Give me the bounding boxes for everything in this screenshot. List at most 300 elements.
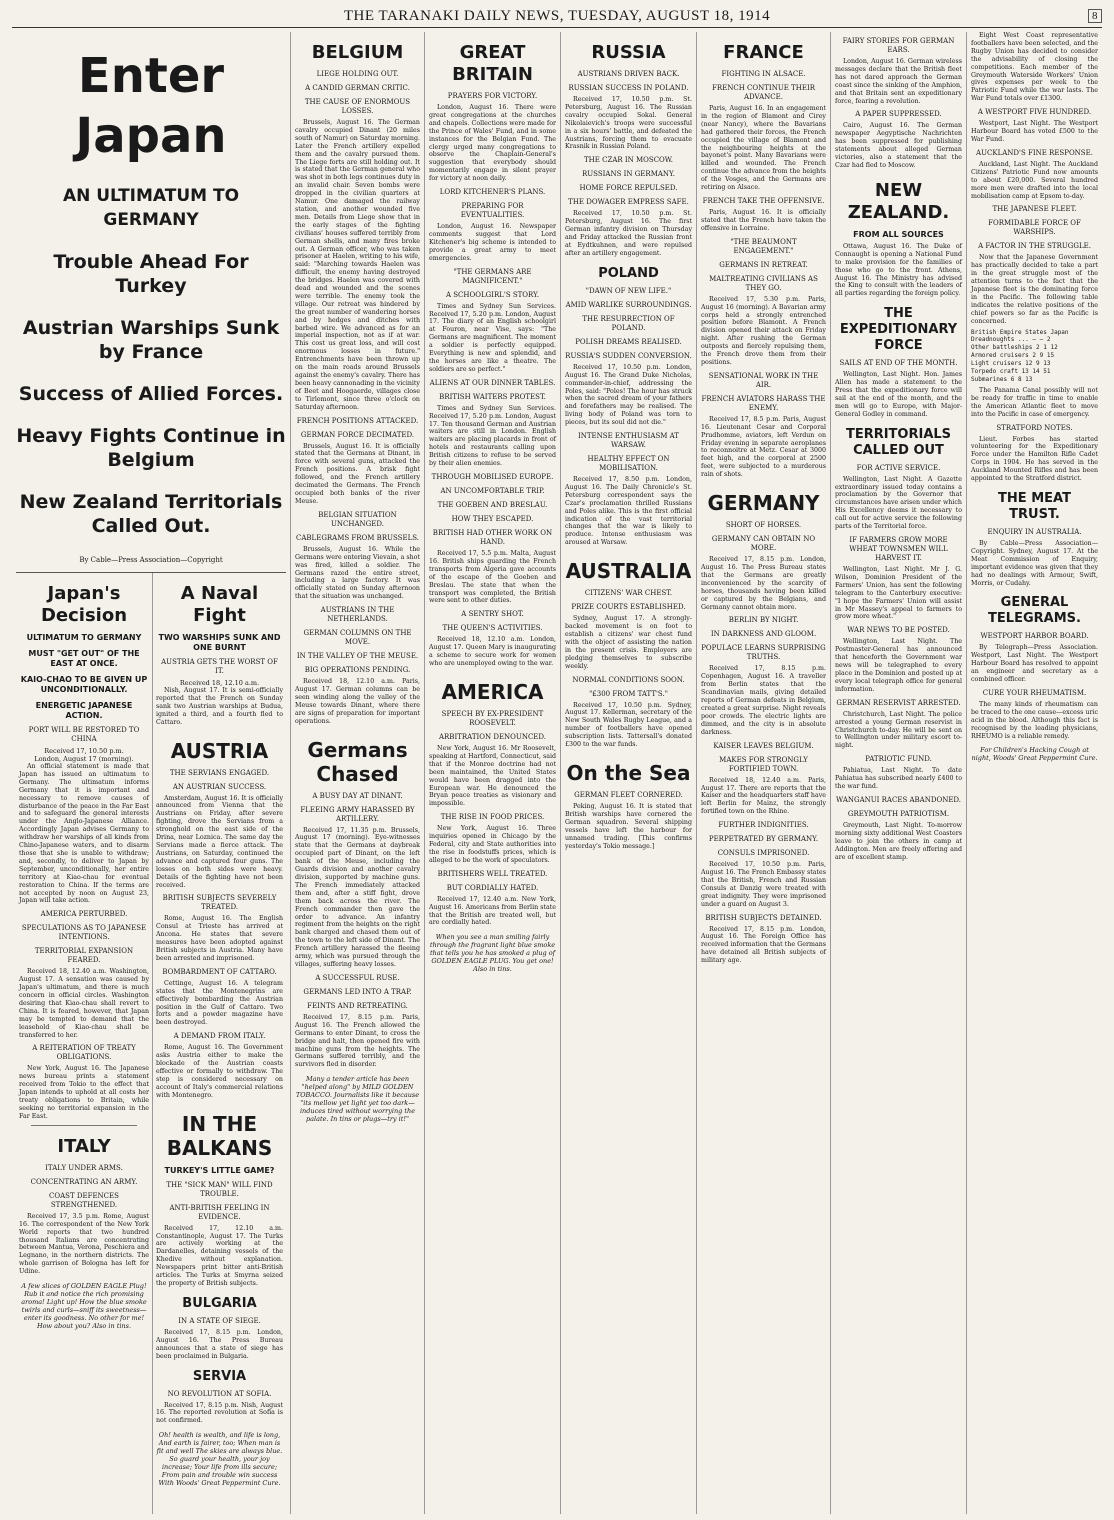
expeditionary-sub: SAILS AT END OF THE MONTH. — [839, 359, 958, 368]
france-body-3 — [701, 296, 826, 367]
russia-sub-11: POLISH DREAMS REALISED. — [575, 337, 682, 346]
naval-sub-2: AUSTRIA GETS THE WORST OF IT. — [161, 658, 278, 675]
chased-body — [295, 827, 420, 969]
italy-heading: ITALY — [57, 1135, 111, 1157]
belgium-body-2-text: Brussels, August 16. It is officially stated that the Germans at Dinant, in force with several guns, attacked the French positions. A brisk fight followed, and the French artillery decimated the Germans. The French occupied both banks of the river Meuse. — [295, 442, 420, 505]
paper-suppressed-sub: A PAPER SUPPRESSED. — [855, 110, 942, 119]
gb-body-4 — [429, 405, 556, 468]
belgium-body — [295, 119, 420, 412]
russia-sub-10: THE RESURRECTION OF POLAND. — [582, 314, 675, 332]
france-body-3-text: Received 17, 5.30 p.m. Paris, August 16 (morning). A Bavarian army corps held a strongly entrenched position before Blamont. A French division opened their attack on Friday night. After rushing the German outposts and fiercely repulsing them, the French drove them from their positions. — [701, 295, 826, 366]
harbor-board-body-text: By Telegraph—Press Association. Westport, Last Night. The Westport Harbour Board has resolved to appoint an engineer and secretary as a combined officer. — [971, 644, 1098, 684]
russia-body-4-text: Received 17, 8.50 p.m. London, August 16. The Daily Chronicle's St. Petersburg correspondent says the Czar's proclamation thrilled Russians and Poles alike. This is the first official indication of the vast territorial changes that the war is likely to produce. Intense enthusiasm was aroused at Warsaw. — [565, 476, 692, 547]
belgium-body-3-text: Brussels, August 16. While the Germans were entering Vievain, a shot was fired, killed a soldier. The Germans razed the entire street, including a large factory. It was officially stated on Sunday afternoon that the situation was unchanged. — [295, 545, 420, 601]
gb-body-6-text: Received 18, 12.10 a.m. London, August 17. Queen Mary is inaugurating a scheme to secure work for women who are unemployed owing to the war. — [429, 636, 556, 668]
column-new-zealand — [830, 32, 966, 1514]
belgium-sub-2: A CANDID GERMAN CRITIC. — [305, 84, 410, 92]
france-body-text: Paris, August 16. In an engagement in the region of Blamont and Cirey (near Nancy), where the Bavarians had gathered their forces, the French occupied the village of Blamont and the neighbouring heights at the bayonet's point. Many Bavarians were killed and wounded. The French continue the advance from the heights of the Vosges, and the Germans are retiring on Alsace. — [701, 105, 826, 192]
panama-body-text: The Panama Canal possibly will not be ready for traffic in time to enable the American Atlantic fleet to move into the Pacific in case of emergency. — [971, 386, 1098, 418]
russia-heading: RUSSIA — [591, 42, 666, 63]
paper-suppressed-body — [835, 122, 962, 169]
expeditionary-heading: THE EXPEDITIONARY FORCE — [839, 306, 958, 354]
naval-body — [156, 687, 283, 727]
germany-body-4-text: Received 17, 10.50 p.m. Paris, August 16. The French Embassy states that the British, French and Russian Consuls at Danzig were treated with great indignity. They were imprisoned under a guard on August 3. — [701, 861, 826, 908]
gb-sub-6: ALIENS AT OUR DINNER TABLES. — [429, 378, 556, 387]
germany-sub-4: IN DARKNESS AND GLOOM. — [710, 630, 817, 639]
fleet-table-row: Light cruisers 12 9 13 — [971, 360, 1051, 368]
reservist-body — [835, 711, 962, 751]
australia-body-2 — [565, 702, 692, 749]
headline-6: New Zealand Territorials Called Out. — [19, 491, 283, 537]
column-lead — [12, 32, 290, 1514]
germany-body — [701, 556, 826, 611]
gb-sub-14: THE QUEEN'S ACTIVITIES. — [442, 624, 543, 633]
australia-sub-1: CITIZENS' WAR CHEST. — [584, 589, 673, 598]
germany-sub-11: BRITISH SUBJECTS DETAINED. — [705, 913, 822, 922]
territorials-sub: FOR ACTIVE SERVICE. — [856, 463, 941, 472]
column-great-britain — [424, 32, 560, 1514]
belgium-sub-6: BELGIAN SITUATION UNCHANGED. — [318, 510, 397, 528]
germany-sub-8: FURTHER INDIGNITIES. — [718, 821, 809, 830]
bulgaria-sub-1: IN A STATE OF SIEGE. — [178, 1316, 261, 1325]
peppermint-cure-ad: Oh! health is wealth, and life is long, And earth is fairer, too; When man is fit and well The skies are always blue. So guard your health, your joy increase; Your life from ills secure; From pain and trouble win success With Woods' Great Peppermint Cure. — [156, 1431, 283, 1488]
chased-sub-4: GERMANS LED INTO A TRAP. — [303, 987, 412, 996]
panama-body — [971, 387, 1098, 419]
chased-sub-1: A BUSY DAY AT DINANT. — [312, 791, 403, 800]
japanese-fleet-sub: THE JAPANESE FLEET. — [992, 205, 1077, 214]
servia-sub-1: NO REVOLUTION AT SOFIA. — [167, 1389, 272, 1398]
russia-sub-4: RUSSIANS IN GERMANY. — [582, 170, 675, 179]
germany-sub-1: SHORT OF HORSES. — [725, 521, 802, 530]
onsea-sub-1: GERMAN FLEET CORNERED. — [574, 790, 683, 799]
wanganui-sub: WANGANUI RACES ABANDONED. — [835, 795, 962, 804]
gb-body-2-text: London, August 16. Newspaper comments suggest that Lord Kitchener's big scheme is intended to provide a great army to meet emergencies. — [429, 223, 556, 262]
harbor-board-body — [971, 644, 1098, 684]
subcolumn-japan — [16, 573, 152, 1514]
belgium-heading: BELGIUM — [311, 42, 404, 63]
america-body-text: New York, August 16. Mr Roosevelt, speaking at Hartford, Connecticut, said that if the Monroe doctrine had not been maintained, the United States would have been dragged into the European war. He denounced the Bryan peace treaties as visionary and impossible. — [429, 744, 556, 808]
austria-body — [156, 795, 283, 890]
rheumatism-sub: CURE YOUR RHEUMATISM. — [982, 688, 1087, 697]
germany-body-2-text: Received 17, 8.15 p.m. Copenhagen, August 16. A traveller from Berlin states that the Scandinavian mails, giving detailed reports of German defeats in Belgium, created a great surprise. Night reveals poor crowds. The electric lights are dimmed, and the city is in absolute darkness. — [701, 665, 826, 736]
auckland-body — [971, 161, 1098, 201]
patriotic-fund-body-text: Pahiatua, Last Night. To date Pahiatua has subscribed nearly £400 to the war fund. — [835, 767, 962, 791]
fleet-table-row: Dreadnoughts ... — — 2 — [971, 336, 1051, 344]
belgium-body-4 — [295, 678, 420, 725]
headline-4: Success of Allied Forces. — [18, 383, 284, 405]
germany-body-3 — [701, 777, 826, 817]
italy-sub-1: ITALY UNDER ARMS. — [45, 1163, 123, 1172]
austria-sub-4: BOMBARDMENT OF CATTARO. — [162, 967, 277, 976]
meat-trust-body — [971, 540, 1098, 587]
gb-sub-10: THE GOEBEN AND BRESLAU. — [437, 501, 548, 509]
russia-sub-12: RUSSIA'S SUDDEN CONVERSION. — [565, 351, 692, 360]
america-body-2 — [429, 825, 556, 865]
war-news-sub: WAR NEWS TO BE POSTED. — [847, 626, 950, 635]
gb-body-5 — [429, 550, 556, 605]
austria-sub-1: THE SERVIANS ENGAGED. — [169, 768, 270, 777]
germany-sub-9: PERPETRATED BY GERMANY. — [708, 835, 819, 844]
gb-sub-4: "THE GERMANS ARE MAGNIFICENT." — [453, 267, 532, 285]
austria-body-4-text: Rome, August 16. The Government asks Austria either to make the blockade of the Austrian coasts effective or formally to withdraw. The step is considered necessary on account of Italy's commercial relations with Montenegro. — [156, 1044, 283, 1099]
fairy-stories-body — [835, 58, 962, 105]
territorials-body — [835, 476, 962, 531]
fairy-stories-body-text: London, August 16. German wireless messages declare that the British fleet has not dared approach the German coast since the sinking of the Amphion, and that Britain sent an expeditionary force, fearing a revolution. — [835, 58, 962, 105]
france-sub-2: FRENCH CONTINUE THEIR ADVANCE. — [712, 84, 815, 101]
belgium-sub-11: BIG OPERATIONS PENDING. — [304, 666, 411, 675]
japan-received: Received 17, 10.50 p.m. — [44, 747, 124, 755]
germany-sub-5: POPULACE LEARNS SURPRISING TRUTHS. — [701, 644, 826, 662]
headline-5: Heavy Fights Continue in Belgium — [16, 425, 286, 471]
paper-suppressed-body-text: Cairo, August 16. The German newspaper Aegyptische Nachrichten has been suppressed for publishing statements about alleged German victories, also a statement that the Czar had fled to Moscow. — [835, 122, 962, 169]
nz-sub: FROM ALL SOURCES — [853, 229, 944, 239]
france-sub-5: GERMANS IN RETREAT. — [719, 260, 808, 269]
fairy-stories-sub: FAIRY STORIES FOR GERMAN EARS. — [842, 37, 955, 54]
servia-body-text: Received 17, 8.15 p.m. Nish, August 16. The reported revolution at Sofia is not confirmed. — [156, 1401, 283, 1425]
france-body-4 — [701, 416, 826, 479]
russia-sub-8: "DAWN OF NEW LIFE." — [585, 286, 672, 295]
meat-trust-heading: THE MEAT TRUST. — [998, 490, 1071, 522]
austria-body-3 — [156, 980, 283, 1027]
auckland-sub: AUCKLAND'S FINE RESPONSE. — [976, 148, 1093, 157]
germany-body-3-text: Received 18, 12.40 a.m. Paris, August 17. There are reports that the Kaiser and the headquarters staff have left Berlin for Mainz, the strongly fortified town on the Rhine. — [701, 776, 826, 816]
japan-body-2 — [19, 968, 149, 1039]
russia-body-3 — [565, 364, 692, 427]
meat-trust-sub: ENQUIRY IN AUSTRALIA. — [987, 527, 1082, 536]
austria-body-3-text: Cettinge, August 16. A telegram states that the Montenegrins are effectively bombarding the Austrian position in the Gulf of Cattaro. Two forts and a powder magazine have been destroyed. — [156, 979, 283, 1027]
russia-body-2-text: Received 17, 10.50 p.m. St. Petersburg, August 16. The first German infantry division on Thursday and Friday attacked the Russian front at Eydtkuhnen, and were repulsed after an artillery engagement. — [565, 210, 692, 257]
russia-sub-9: AMID WARLIKE SURROUNDINGS. — [565, 300, 692, 309]
austria-sub-3: BRITISH SUBJECTS SEVERELY TREATED. — [162, 894, 277, 912]
gb-sub-13: A SENTRY SHOT. — [461, 610, 524, 619]
japan-body-3 — [19, 1065, 149, 1120]
japanese-fleet-body — [971, 254, 1098, 325]
australia-body-2-text: Received 17, 10.50 p.m. Sydney, August 17. Kellerman, secretary of the New South Wales Rugby League, and a number of footballers have opened subscription lists. Tattersall's donated £300 to the war funds. — [565, 701, 692, 749]
patriotic-fund-body — [835, 767, 962, 791]
credit-line: By Cable—Press Association—Copyright — [79, 556, 223, 564]
general-telegrams-heading: GENERAL TELEGRAMS. — [988, 595, 1081, 627]
westport-sub: A WESTPORT FIVE HUNDRED. — [977, 108, 1092, 117]
stratford-body — [971, 436, 1098, 483]
westport-body-text: Westport, Last Night. The Westport Harbour Board has voted £500 to the War Fund. — [971, 120, 1098, 143]
balkans-sub-3: ANTI-BRITISH FEELING IN EVIDENCE. — [169, 1203, 270, 1221]
italy-sub-2: CONCENTRATING AN ARMY. — [30, 1177, 138, 1186]
belgium-sub-5: GERMAN FORCE DECIMATED. — [300, 430, 415, 439]
austria-body-4 — [156, 1044, 283, 1099]
masthead-title: THE TARANAKI DAILY NEWS, TUESDAY, AUGUST 18, 1914 — [343, 8, 771, 24]
germany-sub-2: GERMANY CAN OBTAIN NO MORE. — [711, 535, 816, 553]
austria-body-2 — [156, 915, 283, 962]
america-body-2-text: New York, August 16. Three inquiries opened in Chicago by the Federal, city and State authorities into the rise in foodstuffs prices, which is alleged to be the work of speculators. — [429, 825, 556, 864]
headline-1: AN ULTIMATUM TO GERMANY — [62, 186, 240, 230]
gb-sub-5: A SCHOOLGIRL'S STORY. — [445, 290, 540, 299]
belgium-sub-7: CABLEGRAMS FROM BRUSSELS. — [296, 533, 419, 542]
japan-sub-5: PORT WILL BE RESTORED TO CHINA — [28, 726, 140, 743]
expeditionary-body-text: Wellington, Last Night. Hon. James Allen has made a statement to the Press that the expeditionary force will sail at the end of the month, and the men will go to Europe, with Major-General Godley in command. — [835, 371, 962, 418]
austria-sub-5: A DEMAND FROM ITALY. — [173, 1032, 266, 1041]
onsea-heading: On the Sea — [566, 760, 691, 785]
austria-sub-2: AN AUSTRIAN SUCCESS. — [172, 782, 267, 791]
germany-sub-7: MAKES FOR STRONGLY FORTIFIED TOWN. — [719, 755, 808, 773]
germany-body-5 — [701, 926, 826, 966]
australia-heading: AUSTRALIA — [565, 559, 692, 584]
america-body-3-text: Received 17, 12.40 a.m. New York, August 16. Americans from Berlin state that the British are treated well, but are cordially hated. — [429, 895, 556, 927]
america-sub-5: BUT CORDIALLY HATED. — [446, 883, 539, 892]
balkans-sub-2: THE "SICK MAN" WILL FIND TROUBLE. — [166, 1180, 273, 1198]
france-body-2-text: Paris, August 16. It is officially stated that the French have taken the offensive in Lorraine. — [701, 208, 826, 232]
nz-heading: NEW ZEALAND. — [847, 179, 950, 223]
column-russia — [560, 32, 696, 1514]
gb-body-4-text: Times and Sydney Sun Services. Received 17, 5.20 p.m. London, August 17. Ten thousand German and Austrian waiters are still in London. English waiters are placing placards in front of hotels and restaurants calling upon British citizens to refuse to be served by their alien enemies. — [429, 404, 556, 468]
newspaper-page — [12, 6, 1102, 1514]
japan-sub-4: ENERGETIC JAPANESE ACTION. — [35, 701, 133, 720]
greymouth-body-text: Greymouth, Last Night. To-morrow morning sixty additional West Coasters leave to join the others in camp at Addington. Men are freely offering and are of excellent stamp. — [835, 821, 962, 861]
stratford-sub: STRATFORD NOTES. — [996, 423, 1073, 432]
rheumatism-body — [971, 701, 1098, 741]
france-sub-1: FIGHTING IN ALSACE. — [721, 70, 806, 78]
onsea-body — [565, 803, 692, 850]
balkans-heading: IN THE BALKANS — [166, 1111, 273, 1160]
war-news-body-text: Wellington, Last Night. The Postmaster-General has announced that henceforth the Government war news will be telegraphed to every place in the Dominion and posted up at every local telegraph office for general information. — [835, 638, 962, 693]
chased-body-2 — [295, 1014, 420, 1069]
balkans-body — [156, 1225, 283, 1288]
servia-heading: SERVIA — [192, 1368, 247, 1384]
naval-received: Received 18, 12.10 a.m. — [179, 679, 260, 687]
auckland-body-text: Auckland, Last Night. The Auckland Citizens' Patriotic Fund now amounts to about £20,000. Several hundred more men were drafted into the local mobilisation camp at Epsom to-day. — [971, 160, 1098, 200]
russia-sub-3: THE CZAR IN MOSCOW. — [584, 156, 673, 165]
germany-body-2 — [701, 665, 826, 736]
gb-sub-8: THROUGH MOBILISED EUROPE. — [431, 473, 554, 481]
austria-body-text: Amsterdam, August 16. It is officially announced from Vienna that the Austrians on Friday, after severe fighting, drove the Servians from a stronghold on the east side of the Drina, near Loznica. The same day the Servians made a fierce attack. The Austrians, on Saturday, continued the advance and captured four guns. The losses on both sides were heavy. Details of the fighting have not been received. — [156, 794, 283, 889]
rheumatism-body-text: The many kinds of rheumatism can be traced to the one cause—excess uric acid in the blood. Although this fact is recognised by the leading physicians, RHEUMO is a reliable remedy. — [971, 700, 1098, 740]
belgium-sub-1: LIEGE HOLDING OUT. — [316, 70, 399, 78]
italy-body — [19, 1213, 149, 1276]
territorials-body-text: Wellington, Last Night. A Gazette extraordinary issued today contains a proclamation by the Governor that circumstances have arisen under which His Excellency deems it necessary to call out for active service the following parts of the Territorial force. — [835, 475, 962, 531]
france-sub-4: "THE BEAUMONT ENGAGEMENT." — [730, 237, 797, 255]
france-body-2 — [701, 209, 826, 233]
divider — [31, 1125, 137, 1126]
america-heading: AMERICA — [441, 679, 544, 704]
lead-title: Enter Japan — [75, 48, 227, 164]
fleet-table-row: Armored cruisers 2 9 15 — [971, 352, 1055, 360]
fleet-table-row: Torpedo craft 13 14 51 — [971, 368, 1051, 376]
greymouth-sub: GREYMOUTH PATRIOTISM. — [847, 809, 950, 818]
reservist-sub: GERMAN RESERVIST ARRESTED. — [836, 698, 961, 707]
gb-sub-12: BRITISH HAD OTHER WORK ON HAND. — [432, 529, 553, 546]
belgium-body-2 — [295, 443, 420, 506]
france-sub-8: FRENCH AVIATORS HARASS THE ENEMY. — [701, 394, 826, 412]
servia-body — [156, 1402, 283, 1426]
naval-sub-1: TWO WARSHIPS SUNK AND ONE BURNT — [158, 633, 281, 652]
japan-sub-6: AMERICA PERTURBED. — [40, 910, 128, 919]
japan-sub-3: KAIO-CHAO TO BE GIVEN UP UNCONDITIONALLY. — [20, 675, 148, 694]
australia-sub-4: "£300 FROM TATT'S." — [589, 689, 668, 698]
headline-2: Trouble Ahead For Turkey — [53, 251, 249, 297]
territorials-heading: TERRITORIALS CALLED OUT — [845, 426, 952, 458]
gb-body-5-text: Received 17, 5.5 p.m. Malta, August 16. British ships guarding the French transports from Algeria gave accounts of the escape of the Goeben and Breslau. The state that when the transport was completed, the British were sent to other duties. — [429, 550, 556, 605]
gb-sub-1: PRAYERS FOR VICTORY. — [447, 92, 538, 100]
russia-sub-14: HEALTHY EFFECT ON MOBILISATION. — [587, 455, 670, 473]
australia-body — [565, 615, 692, 670]
belgium-sub-9: GERMAN COLUMNS ON THE MOVE. — [303, 629, 412, 647]
germany-sub-3: BERLIN BY NIGHT. — [728, 616, 799, 625]
westcoast-body — [971, 32, 1098, 103]
naval-heading: A Naval Fight — [180, 583, 259, 626]
russia-sub-5: HOME FORCE REPULSED. — [579, 184, 678, 193]
fleet-table-header: British Empire States Japan — [971, 328, 1069, 336]
france-sub-3: FRENCH TAKE THE OFFENSIVE. — [702, 196, 825, 205]
onsea-body-text: Peking, August 16. It is stated that British warships have cornered the German squadron. Several shipping vessels have left the harbour for unnamed trading. [This confirms yesterday's Tokio message.] — [565, 802, 692, 850]
japan-sub-7: SPECULATIONS AS TO JAPANESE INTENTIONS. — [21, 924, 147, 942]
golden-eagle-ad: A few slices of GOLDEN EAGLE Plug! Rub it and notice the rich promising aroma! Light up! How the blue smoke twirls and curls—sniff its sweetness—enter its goodness. No other for me! How about you? Also in tins. — [21, 1282, 147, 1331]
russia-sub-6: THE DOWAGER EMPRESS SAFE. — [568, 198, 689, 207]
balkans-sub-1: TURKEY'S LITTLE GAME? — [164, 1165, 275, 1175]
formidable-force-sub: FORMIDABLE FORCE OF WARSHIPS. — [988, 219, 1081, 237]
japan-body-3-text: New York, August 16. The Japanese news bureau prints a statement received from Tokio to the effect that Japan intends to uphold at all costs her treaty obligations to Britain, while seeking no territorial expansion in the Far East. — [19, 1065, 149, 1120]
germany-heading: GERMANY — [707, 491, 820, 516]
bulgaria-body-text: Received 17, 8.15 p.m. London, August 16. The Press Bureau announces that a state of siege has been proclaimed in Bulgaria. — [156, 1328, 283, 1360]
belgium-body-4-text: Received 18, 12.10 a.m. Paris, August 17. German columns can be seen winding along the valley of the Meuse towards Dinant, where there are signs of preparation for important operations. — [295, 678, 420, 725]
lead-subcolumns — [16, 572, 286, 1514]
france-sub-7: SENSATIONAL WORK IN THE AIR. — [708, 371, 819, 389]
australia-body-text: Sydney, August 17. A strongly-backed movement is on foot to establish a citizens' war chest fund with the object of assisting the nation in the present crisis. Employers are pledging themselves to subscribe weekly. — [565, 615, 692, 670]
gb-sub-11: HOW THEY ESCAPED. — [451, 515, 534, 523]
japan-dateline: London, August 17 (morning). — [34, 755, 134, 763]
greymouth-body — [835, 822, 962, 862]
chased-heading: Germans Chased — [307, 737, 408, 786]
america-sub-1: SPEECH BY EX-PRESIDENT ROOSEVELT. — [441, 709, 544, 727]
fleet-table — [971, 329, 1098, 384]
page-number: 8 — [1088, 9, 1102, 23]
japan-body — [19, 763, 149, 905]
farmers-body — [835, 566, 962, 621]
chased-sub-5: FEINTS AND RETREATING. — [307, 1001, 408, 1010]
france-body — [701, 105, 826, 192]
france-body-4-text: Received 17, 8.5 p.m. Paris, August 16. Lieutenant Cesar and Corporal Prudhomme, aviators, left Verdun on Friday evening in separate aeroplanes to reconnoitre at Metz. Cesar at 3000 feet high, and the corporal at 2500 feet, were subjected to a murderous rain of shots. — [701, 415, 826, 479]
russia-body-2 — [565, 210, 692, 257]
austria-heading: AUSTRIA — [170, 738, 269, 763]
japan-sub-9: A REITERATION OF TREATY OBLIGATIONS. — [32, 1044, 136, 1062]
germany-sub-10: CONSULS IMPRISONED. — [717, 849, 810, 858]
chased-body-text: Received 17, 11.35 p.m. Brussels, August 17 (morning). Eye-witnesses state that the Germans at daybreak occupied part of Dinant, on the left bank of the Meuse, including the Guards division and another cavalry division, supported by machine guns. The French immediately attacked them and, after a stiff fight, drove them back across the river. The French commander then gave the order to advance. An infantry regiment from the heights on the right bank charged and chased them out of the town to the left side of Dinant. The French artillery harassed the fleeing army, which was pursued through the villages, suffering heavy losses. — [295, 826, 420, 968]
chased-sub-2: FLEEING ARMY HARASSED BY ARTILLERY. — [300, 805, 415, 823]
poland-heading: POLAND — [598, 265, 659, 281]
nz-body-text: Ottawa, August 16. The Duke of Connaught is opening a National Fund to make provision for the families of those who go to the front. Athens, August 16. The Ministry has advised the King to consult with the leaders of all parties regarding the foreign policy. — [835, 242, 962, 298]
japan-body-2-text: Received 18, 12.40 a.m. Washington, August 17. A sensation was caused by Japan's ultimatum, and there is much concern in official circles. Washington desiring that Kiao-chau shall revert to China. It is feared, however, that Japan may be tempted to demand that the leasehold of Kiao-chau shall be transferred to her. — [19, 968, 149, 1039]
japanese-fleet-body-text: Now that the Japanese Government has practically decided to take a part in the great struggle most of the attention turns to the fact that the Japanese fleet is the dominating force in the Pacific. The following table indicates the relative positions of the chief powers so far as the Pacific is concerned. — [971, 254, 1098, 325]
gb-body-2 — [429, 223, 556, 263]
stratford-body-text: Lieut. Forbes has started volunteering for the Expeditionary Force under the Hamilton Rifle Cadet Corps in 1904. He has served in the Auckland Mounted Rifles and has been appointed to the Stratford district. — [971, 435, 1098, 483]
golden-eagle-ad-2: When you see a man smiling fairly through the fragrant light blue smoke that tells you he has smoked a plug of GOLDEN EAGLE PLUG. You get one! Also in tins. — [429, 933, 556, 974]
column-belgium — [290, 32, 424, 1514]
russia-body-3-text: Received 17, 10.50 p.m. London, August 16. The Grand Duke Nicholas, commander-in-chief, addressing the Poles, said: "Poles! The hour has struck when the sacred dream of your fathers and forefathers may be realised. The living body of Poland was torn to pieces, but its soul did not die." — [565, 363, 692, 427]
gb-sub-7: BRITISH WAITERS PROTEST. — [439, 392, 546, 401]
italy-body-text: Received 17, 3.5 p.m. Rome, August 16. The correspondent of the New York World reports that two hundred thousand Italians are concentrating between Mantua, Verona, Peschiera and Legnano, in the northern districts. The whole garrison of Bologna has left for Udine. — [19, 1212, 149, 1276]
westcoast-body-text: Eight West Coast representative footballers have been selected, and the Rugby Union has decided to consider the advisability of closing the competitions. Each member of the Greymouth Waterside Workers' Union gives expenses per week to the Patriotic Fund while the war lasts. The War Fund totals over £1300. — [971, 32, 1098, 103]
chased-sub-3: A SUCCESSFUL RUSE. — [315, 973, 400, 982]
america-body — [429, 745, 556, 808]
westport-body — [971, 120, 1098, 144]
france-sub-6: MALTREATING CIVILIANS AS THEY GO. — [709, 274, 818, 292]
australia-sub-2: PRIZE COURTS ESTABLISHED. — [571, 603, 686, 612]
gb-sub-2: LORD KITCHENER'S PLANS. — [439, 188, 546, 197]
russia-body — [565, 96, 692, 151]
naval-body-text: Nish, August 17. It is semi-officially reported that the French on Sunday sank two Austrian warships at Budua, ignited a third, and a fourth fled to Cattaro. — [156, 687, 283, 726]
japan-sub-8: TERRITORIAL EXPANSION FEARED. — [34, 947, 134, 965]
gb-body-6 — [429, 636, 556, 668]
column-france — [696, 32, 830, 1514]
america-sub-3: THE RISE IN FOOD PRICES. — [440, 813, 545, 822]
america-sub-4: BRITISHERS WELL TREATED. — [437, 869, 548, 878]
column-general — [966, 32, 1102, 1514]
japan-heading: Japan's Decision — [40, 583, 128, 626]
russia-sub-2: RUSSIAN SUCCESS IN POLAND. — [568, 84, 689, 92]
belgium-sub-3: THE CAUSE OF ENORMOUS LOSSES. — [304, 98, 411, 115]
reservist-body-text: Christchurch, Last Night. The police arrested a young German reservist in Christchurch to-day. He will be sent on to Wellington under military escort to-night. — [835, 710, 962, 750]
gb-sub-9: AN UNCOMFORTABLE TRIP. — [440, 487, 545, 495]
farmers-sub: IF FARMERS GROW MORE WHEAT TOWNSMEN WILL HARVEST IT. — [849, 536, 948, 562]
belgium-sub-8: AUSTRIANS IN THE NETHERLANDS. — [320, 606, 395, 624]
germany-body-4 — [701, 861, 826, 908]
nz-body — [835, 243, 962, 298]
gb-body-3-text: Times and Sydney Sun Services. Received 17, 5.20 p.m. London, August 17. The diary of an English schoolgirl at Fouron, near Vise, says: "The Germans are magnificent. The moment a soldier is perfectly equipped. Everything is new and splendid, and the horses are like a theatre. The soldiers are so perfect." — [429, 302, 556, 373]
belgium-sub-10: IN THE VALLEY OF THE MEUSE. — [296, 652, 419, 661]
subcolumn-naval — [152, 573, 286, 1514]
masthead — [12, 6, 1102, 28]
germany-sub-6: KAISER LEAVES BELGIUM. — [713, 741, 814, 750]
war-news-body — [835, 638, 962, 693]
fleet-table-row: Other battleships 2 1 12 — [971, 344, 1058, 352]
austria-body-2-text: Rome, August 16. The English Consul at Trieste has arrived at Ancona. He states that severe measures have been adopted against British subjects in Austria. Many have been arrested and imprisoned. — [156, 915, 283, 962]
fleet-table-row: Submarines 6 8 13 — [971, 376, 1033, 383]
france-heading: FRANCE — [723, 42, 804, 63]
italy-sub-3: COAST DEFENCES STRENGTHENED. — [49, 1191, 119, 1209]
gb-body — [429, 104, 556, 183]
germany-body-text: Received 17, 8.15 p.m. London, August 16. The Press Bureau states that the Germans are greatly inconvenienced by the scarcity of horses, thousands having been killed or captured by the Belgians, and Germany cannot obtain more. — [701, 556, 826, 611]
germany-body-5-text: Received 17, 8.15 p.m. London, August 16. The Foreign Office has received information that the Germans have detained all British subjects of military age. — [701, 925, 826, 965]
gb-body-text: London, August 16. There were great congregations at the churches and chapels. Collections were made for the Prince of Wales' Fund, and in some instances for the Belgian Fund. The clergy urged many congregations to observe the Chaplain-General's suggestion that everybody should momentarily engage in silent prayer for victory at noon daily. — [429, 104, 556, 183]
japan-sub-2: MUST "GET OUT" OF THE EAST AT ONCE. — [28, 649, 140, 668]
belgium-body-3 — [295, 546, 420, 601]
patriotic-fund-sub: PATRIOTIC FUND. — [865, 755, 932, 764]
gb-sub-3: PREPARING FOR EVENTUALITIES. — [460, 202, 525, 220]
factor-sub: A FACTOR IN THE STRUGGLE. — [978, 242, 1091, 251]
gb-heading: GREAT BRITAIN — [452, 42, 533, 85]
belgium-sub-4: FRENCH POSITIONS ATTACKED. — [296, 416, 419, 425]
harbor-board-sub: WESTPORT HARBOR BOARD. — [980, 632, 1089, 641]
bulgaria-body — [156, 1329, 283, 1361]
hacking-cough-ad: For Children's Hacking Cough at night, Woods' Great Peppermint Cure. — [971, 746, 1098, 763]
gb-body-3 — [429, 303, 556, 374]
balkans-body-text: Received 17, 12.10 a.m. Constantinople, August 17. The Turks are actively working at the Dardanelles, detaining vessels of the Khedive without explanation. Newspapers print bitter anti-British articles. The Turks at Smyrna seized the property of British subjects. — [156, 1224, 283, 1287]
america-sub-2: ARBITRATION DENOUNCED. — [438, 732, 547, 741]
belgium-body-text: Brussels, August 16. The German cavalry occupied Dinant (20 miles south of Namur) on Saturday morning. Later the French artillery expelled them and the cavalry pursued them. The Liege forts are still holding out. It is stated that the German general who was shot in both legs continues duty in an invalid chair. Seven bombs were dropped in the civilian quarters at Namur. One damaged the railway station, and another wounded five men. Details from Liege show that in the early stages of the fighting civilians' houses suffered terribly from German shells, and many fires broke out. A German officer, who was taken prisoner at Haelen, writing to his wife, said: "Marching towards Haelen was difficult, the enemy having destroyed the bridges. Haelen was covered with dead and wounded and the scenes were terrible. The enemy took the village. Our retreat was hindered by the great number of wandering horses and by hedges and ditches with barbed wire. We advanced as for an imperial inspection, not as if at war. This cost us great loss, and will cost enormous losses in future." Entrenchments have been thrown up on the main roads around Brussels against the enemy's cavalry. There has been heavy cannonading in the vicinity of Beet and Hoogaerde, villages close to Tirlemont, since three o'clock on Saturday afternoon. — [295, 119, 420, 411]
headline-3: Austrian Warships Sunk by France — [22, 317, 280, 363]
expeditionary-body — [835, 371, 962, 418]
russia-sub-13: INTENSE ENTHUSIASM AT WARSAW. — [578, 432, 679, 450]
farmers-body-text: Wellington, Last Night. Mr J. G. Wilson, Dominion President of the Farmers' Union, has sent the following telegram to the Canterbury executive: "I hope the Farmers' Union will assist in Mr Massey's appeal to farmers to grow more wheat." — [835, 566, 962, 621]
russia-body-text: Received 17, 10.50 p.m. St. Petersburg, August 16. The Russian cavalry occupied Sokal. General Nikolaievich's troops were successful in a six hours' battle, and defeated the Austrians, forcing them to evacuate Krasnik in Russian Poland. — [565, 96, 692, 151]
russia-body-4 — [565, 476, 692, 547]
russia-sub-1: AUSTRIANS DRIVEN BACK. — [577, 70, 680, 78]
japan-body-text: An official statement is made that Japan has issued an ultimatum to Germany. The ultimatum informs Germany that it is important and necessary to remove causes of disturbance of the peace in the Far East and to safeguard the general interests under the Anglo-Japanese Alliance. Accordingly Japan advises Germany to withdraw her warships of all kinds from Chino-Japanese waters, and to disarm those that she is unable to withdraw; and, secondly, to deliver to Japan by September, unconditionally, her entire territory at Kiao-chau for eventual restoration to China. If the terms are not accepted by noon on August 23, Japan will take action. — [19, 763, 149, 905]
bulgaria-heading: BULGARIA — [182, 1295, 257, 1311]
chased-body-2-text: Received 17, 8.15 p.m. Paris, August 16. The French allowed the Germans to enter Dinant, to cross the bridge and halt, then opened fire with machine guns from the heights. The Germans suffered terribly, and the survivors fled in disorder. — [295, 1013, 420, 1069]
golden-tobacco-ad: Many a tender article has been "helped along" by MILD GOLDEN TOBACCO. Journalists like it because "its mellow yet light yet too dark—induces tired without worrying the palate. In tins or plugs—try it!" — [295, 1075, 420, 1124]
meat-trust-body-text: By Cable—Press Association—Copyright. Sydney, August 17. At the Meat Commission of Enquiry, important evidence was given that they had no dealings with Armour, Swift, Morris, or Cudahy. — [971, 539, 1098, 587]
america-body-3 — [429, 896, 556, 928]
australia-sub-3: NORMAL CONDITIONS SOON. — [572, 675, 685, 684]
